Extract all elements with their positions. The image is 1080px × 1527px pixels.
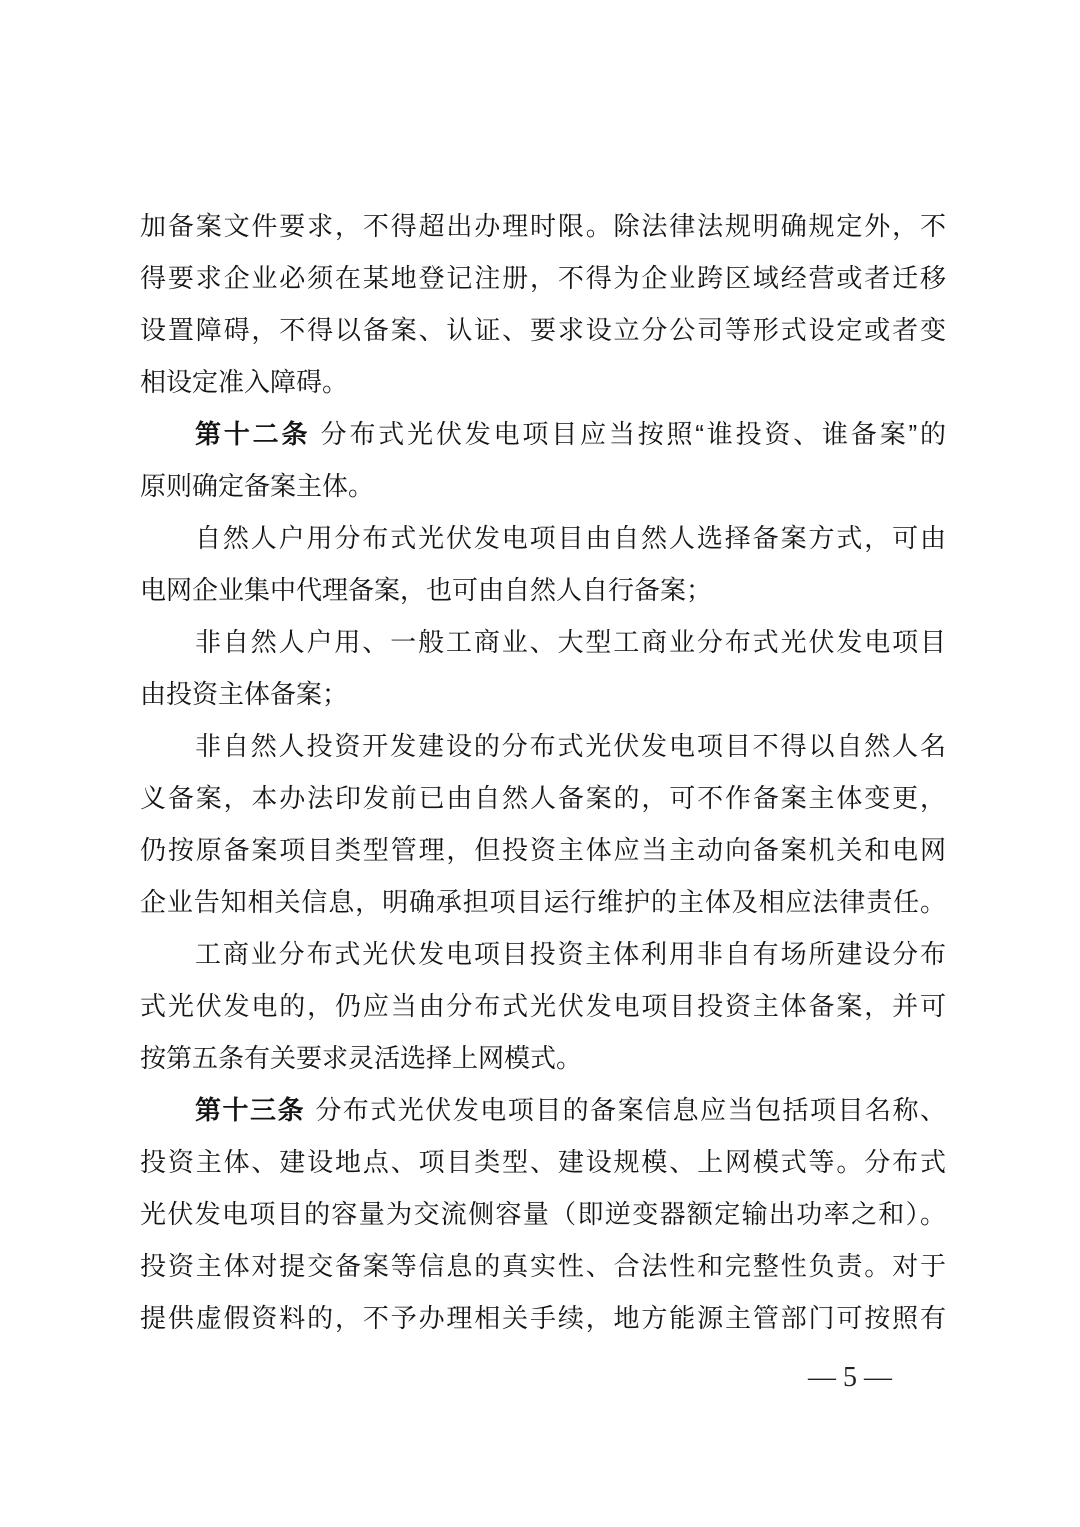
text-line: 式光伏发电的，仍应当由分布式光伏发电项目投资主体备案，并可 bbox=[140, 991, 946, 1021]
page-number: — 5 — bbox=[808, 1362, 892, 1393]
article-13-label: 第十三条 bbox=[195, 1095, 305, 1125]
article-13-heading-line bbox=[140, 1084, 946, 1136]
text-line: 电网企业集中代理备案，也可由自然人自行备案； bbox=[140, 575, 713, 605]
text-line: 投资主体对提交备案等信息的真实性、合法性和完整性负责。对于 bbox=[140, 1251, 946, 1281]
text-line: 光伏发电项目的容量为交流侧容量（即逆变器额定输出功率之和）。 bbox=[140, 1199, 946, 1229]
document-body bbox=[140, 200, 946, 1344]
text-line: 企业告知相关信息，明确承担项目运行维护的主体及相应法律责任。 bbox=[140, 887, 946, 917]
text-line: 仍按原备案项目类型管理，但投资主体应当主动向备案机关和电网 bbox=[140, 835, 946, 865]
text-line: 设置障碍，不得以备案、认证、要求设立分公司等形式设定或者变 bbox=[140, 315, 946, 345]
text-line: 自然人户用分布式光伏发电项目由自然人选择备案方式，可由 bbox=[195, 523, 946, 553]
text-line: 非自然人投资开发建设的分布式光伏发电项目不得以自然人名 bbox=[195, 731, 946, 761]
article-12-text: 分布式光伏发电项目应当按照“谁投资、谁备案”的 bbox=[320, 419, 946, 449]
text-line: 投资主体、建设地点、项目类型、建设规模、上网模式等。分布式 bbox=[140, 1147, 946, 1177]
text-line: 义备案，本办法印发前已由自然人备案的，可不作备案主体变更， bbox=[140, 783, 946, 813]
article-13-text: 分布式光伏发电项目的备案信息应当包括项目名称、 bbox=[315, 1095, 946, 1125]
text-line: 按第五条有关要求灵活选择上网模式。 bbox=[140, 1043, 583, 1073]
text-line: 工商业分布式光伏发电项目投资主体利用非自有场所建设分布 bbox=[195, 939, 946, 969]
text-line: 得要求企业必须在某地登记注册，不得为企业跨区域经营或者迁移 bbox=[140, 263, 946, 293]
text-line: 提供虚假资料的，不予办理相关手续，地方能源主管部门可按照有 bbox=[140, 1303, 946, 1333]
text-line: 非自然人户用、一般工商业、大型工商业分布式光伏发电项目 bbox=[195, 627, 946, 657]
article-12-heading-line bbox=[140, 408, 946, 460]
text-line: 相设定准入障碍。 bbox=[140, 367, 349, 397]
article-12-label: 第十二条 bbox=[195, 419, 311, 449]
text-line: 由投资主体备案； bbox=[140, 679, 349, 709]
text-line: 加备案文件要求，不得超出办理时限。除法律法规明确规定外，不 bbox=[140, 211, 946, 241]
text-line: 原则确定备案主体。 bbox=[140, 471, 375, 501]
